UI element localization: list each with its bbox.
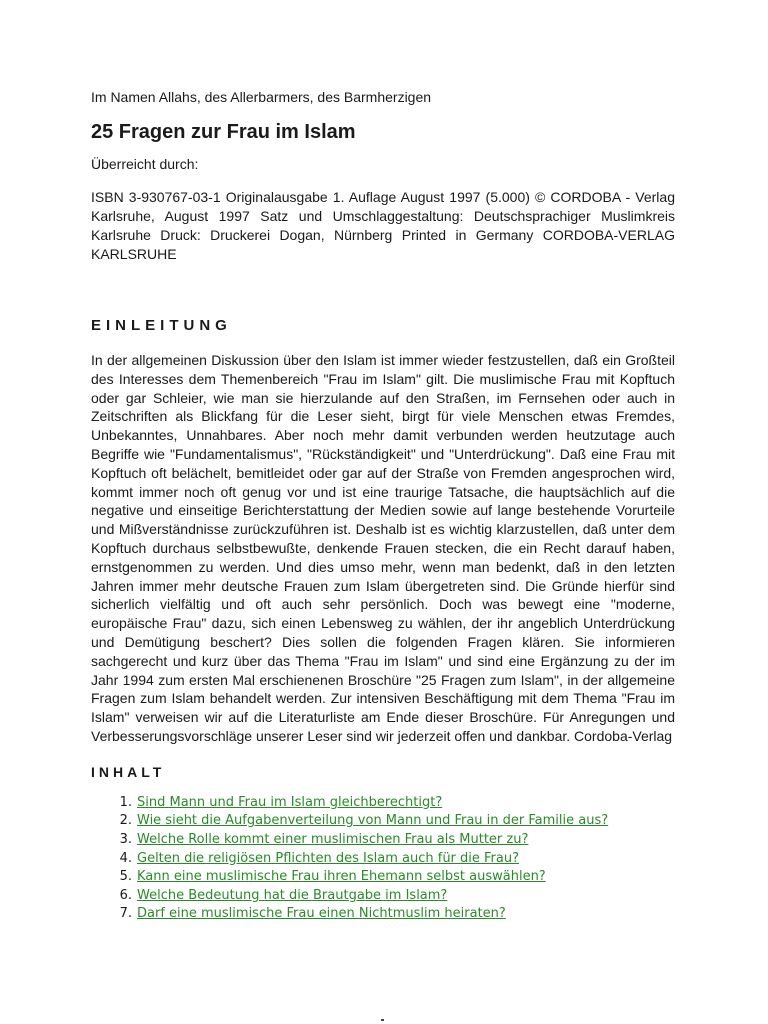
toc-item-5 [119, 868, 675, 887]
toc-number: 3. [119, 831, 132, 847]
toc-link-3[interactable]: Welche Rolle kommt einer muslimischen Frau als Mutter zu? [137, 831, 529, 847]
toc-link-7[interactable]: Darf eine muslimische Frau einen Nichtmuslim heiraten? [137, 906, 506, 922]
toc-number: 1. [119, 794, 132, 810]
document-page [91, 88, 675, 924]
toc-link-1[interactable]: Sind Mann und Frau im Islam gleichberechtigt? [137, 794, 443, 810]
toc-number: 6. [119, 887, 132, 903]
toc-item-3 [119, 831, 675, 850]
table-of-contents [91, 794, 675, 924]
toc-link-4[interactable]: Gelten die religiösen Pflichten des Islam auch für die Frau? [137, 850, 520, 866]
introduction-text: In der allgemeinen Diskussion über den Islam ist immer wieder festzustellen, daß ein Großteil des Interesses dem Themenbereich "Frau im Islam" gilt. Die muslimische Frau mit Kopftuch oder gar Schleier, wie man sie hierzulande auf den Straßen, im Fernsehen oder auch in Zeitschriften als Blickfang für die Leser sieht, birgt für viele Menschen etwas Fremdes, Unbekanntes, Unnahbares. Aber noch mehr damit verbunden werden heutzutage auch Begriffe wie "Fundamentalismus", "Rückständigkeit" und "Unterdrückung". Daß eine Frau mit Kopftuch oft belächelt, bemitleidet oder gar auf der Straße von Fremden angesprochen wird, kommt immer noch oft genug vor und ist eine traurige Tatsache, die hauptsächlich auf die negative und einseitige Berichterstattung der Medien sowie auf lange bestehende Vorurteile und Mißverständnisse zurückzuführen ist. Deshalb ist es wichtig klarzustellen, daß unter dem Kopftuch durchaus selbstbewußte, denkende Frauen stecken, die ein Recht darauf haben, ernstgenommen zu werden. Und dies umso mehr, wenn man bedenkt, daß in den letzten Jahren immer mehr deutsche Frauen zum Islam übergetreten sind. Die Gründe hierfür sind sicherlich vielfältig und oft auch sehr persönlich. Doch was bewegt eine "moderne, europäische Frau" dazu, sich einen Lebensweg zu wählen, der ihr angeblich Unterdrückung und Demütigung beschert? Dies sollen die folgenden Fragen klären. Sie informieren sachgerecht und kurz über das Thema "Frau im Islam" und sind eine Ergänzung zu der im Jahr 1994 zum ersten Mal erschienenen Broschüre "25 Fragen zum Islam", in der allgemeine Fragen zum Islam behandelt werden. Zur intensiven Beschäftigung mit dem Thema "Frau im Islam" verweisen wir auf die Literaturliste am Ende dieser Broschüre. Für Anregungen und Verbesserungsvorschläge unserer Leser sind wir jederzeit offen und dankbar. Cordoba-Verlag [91, 352, 675, 744]
contents-heading: INHALT [91, 763, 166, 780]
toc-item-7 [119, 905, 675, 924]
imprint-text: ISBN 3-930767-03-1 Originalausgabe 1. Auflage August 1997 (5.000) © CORDOBA - Verlag Karlsruhe, August 1997 Satz und Umschlaggestaltung: Deutschsprachiger Muslimkreis Karlsruhe Druck: Druckerei Dogan, Nürnberg Printed in Germany CORDOBA-VERLAG KARLSRUHE [91, 189, 675, 262]
introduction-heading: EINLEITUNG [91, 317, 232, 334]
toc-item-6 [119, 887, 675, 906]
document-title: 25 Fragen zur Frau im Islam [91, 121, 356, 143]
presented-by: Überreicht durch: [91, 156, 199, 172]
toc-link-6[interactable]: Welche Bedeutung hat die Brautgabe im Islam? [137, 887, 448, 903]
salutation: Im Namen Allahs, des Allerbarmers, des Barmherzigen [91, 89, 432, 105]
toc-number: 4. [119, 850, 132, 866]
toc-item-1 [119, 794, 675, 813]
toc-number: 2. [119, 813, 132, 829]
toc-item-4 [119, 850, 675, 869]
toc-item-2 [119, 812, 675, 831]
toc-link-5[interactable]: Kann eine muslimische Frau ihren Ehemann selbst auswählen? [137, 869, 546, 885]
toc-number: 7. [119, 906, 132, 922]
toc-number: 5. [119, 869, 132, 885]
toc-link-2[interactable]: Wie sieht die Aufgabenverteilung von Mann und Frau in der Familie aus? [137, 813, 609, 829]
page-break-mark [381, 1019, 384, 1021]
